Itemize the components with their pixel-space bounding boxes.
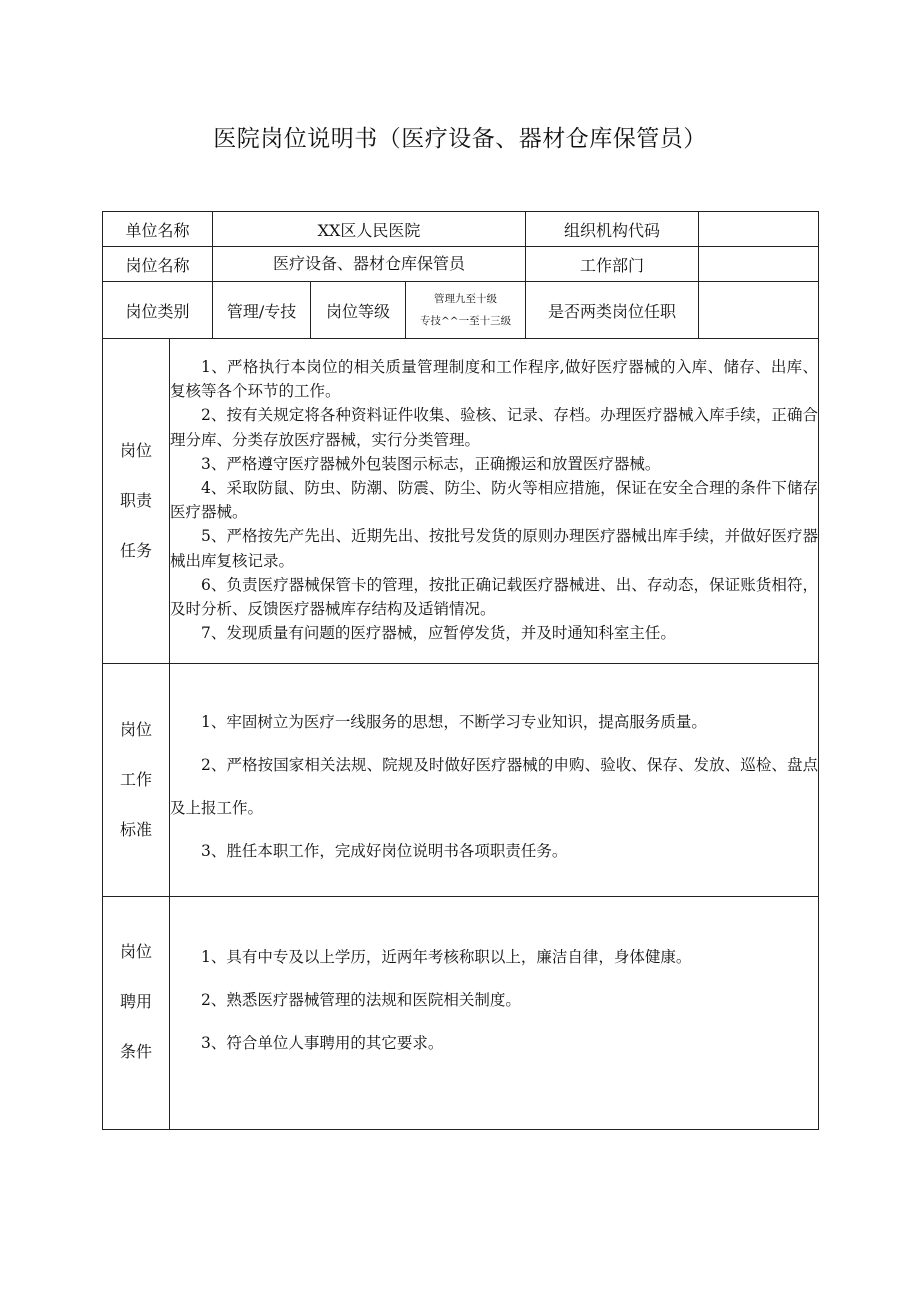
standard-item: 2、严格按国家相关法规、院规及时做好医疗器械的申购、验收、保存、发放、巡检、盘点及上报工作。	[170, 756, 819, 817]
row-type	[103, 282, 819, 339]
duties-label: 岗位 职责 任务	[103, 339, 170, 664]
post-level-label: 岗位等级	[311, 282, 406, 339]
row-post	[103, 247, 819, 282]
row-duties	[103, 339, 819, 664]
dual-post-value	[699, 282, 819, 339]
org-code-label: 组织机构代码	[526, 212, 699, 247]
job-description-table	[102, 211, 819, 1130]
row-unit	[103, 212, 819, 247]
duties-content	[170, 339, 819, 664]
post-level-value	[406, 282, 526, 339]
unit-name-label: 单位名称	[103, 212, 213, 247]
duty-item: 2、按有关规定将各种资料证件收集、验核、记录、存档。办理医疗器械入库手续，正确合理分库、分类存放医疗器械，实行分类管理。	[170, 406, 819, 449]
standards-label: 岗位 工作 标准	[103, 664, 170, 897]
standard-item: 1、牢固树立为医疗一线服务的思想，不断学习专业知识，提高服务质量。	[201, 713, 707, 731]
dual-post-label: 是否两类岗位任职	[526, 282, 699, 339]
dept-value	[699, 247, 819, 282]
row-requirements	[103, 897, 819, 1130]
standard-item: 3、胜任本职工作，完成好岗位说明书各项职责任务。	[201, 842, 568, 860]
requirement-item: 3、符合单位人事聘用的其它要求。	[201, 1034, 444, 1052]
dept-label: 工作部门	[526, 247, 699, 282]
requirements-label: 岗位 聘用 条件	[103, 897, 170, 1130]
duty-item: 7、发现质量有问题的医疗器械，应暂停发货，并及时通知科室主任。	[201, 624, 676, 643]
duty-item: 3、严格遵守医疗器械外包装图示标志，正确搬运和放置医疗器械。	[201, 454, 661, 473]
row-standards	[103, 664, 819, 897]
post-level-line1: 管理九至十级	[434, 293, 498, 305]
post-name-value: 医疗设备、器材仓库保管员	[213, 247, 526, 282]
duty-item: 5、严格按先产先出、近期先出、按批号发货的原则办理医疗器械出库手续，并做好医疗器械出库复核记录。	[170, 527, 819, 570]
duty-item: 6、负责医疗器械保管卡的管理，按批正确记载医疗器械进、出、存动态，保证账货相符，及时分析、反馈医疗器械库存结构及适销情况。	[170, 575, 819, 619]
requirement-item: 1、具有中专及以上学历，近两年考核称职以上，廉洁自律，身体健康。	[201, 948, 692, 966]
post-type-label: 岗位类别	[103, 282, 213, 339]
requirement-item: 2、熟悉医疗器械管理的法规和医院相关制度。	[201, 991, 521, 1009]
unit-name-value: XX区人民医院	[213, 212, 526, 247]
standards-content	[170, 664, 819, 897]
duty-item: 1、严格执行本岗位的相关质量管理制度和工作程序,做好医疗器械的入库、储存、出库、复核等各个环节的工作。	[170, 358, 819, 401]
post-name-label: 岗位名称	[103, 247, 213, 282]
post-level-line2: 专技^^一至十三级	[419, 315, 512, 327]
post-type-value: 管理/专技	[213, 282, 311, 339]
org-code-value	[699, 212, 819, 247]
document-title: 医院岗位说明书（医疗设备、器材仓库保管员）	[213, 126, 707, 152]
requirements-content	[170, 897, 819, 1130]
duty-item: 4、采取防鼠、防虫、防潮、防震、防尘、防火等相应措施，保证在安全合理的条件下储存医疗器械。	[170, 479, 819, 522]
